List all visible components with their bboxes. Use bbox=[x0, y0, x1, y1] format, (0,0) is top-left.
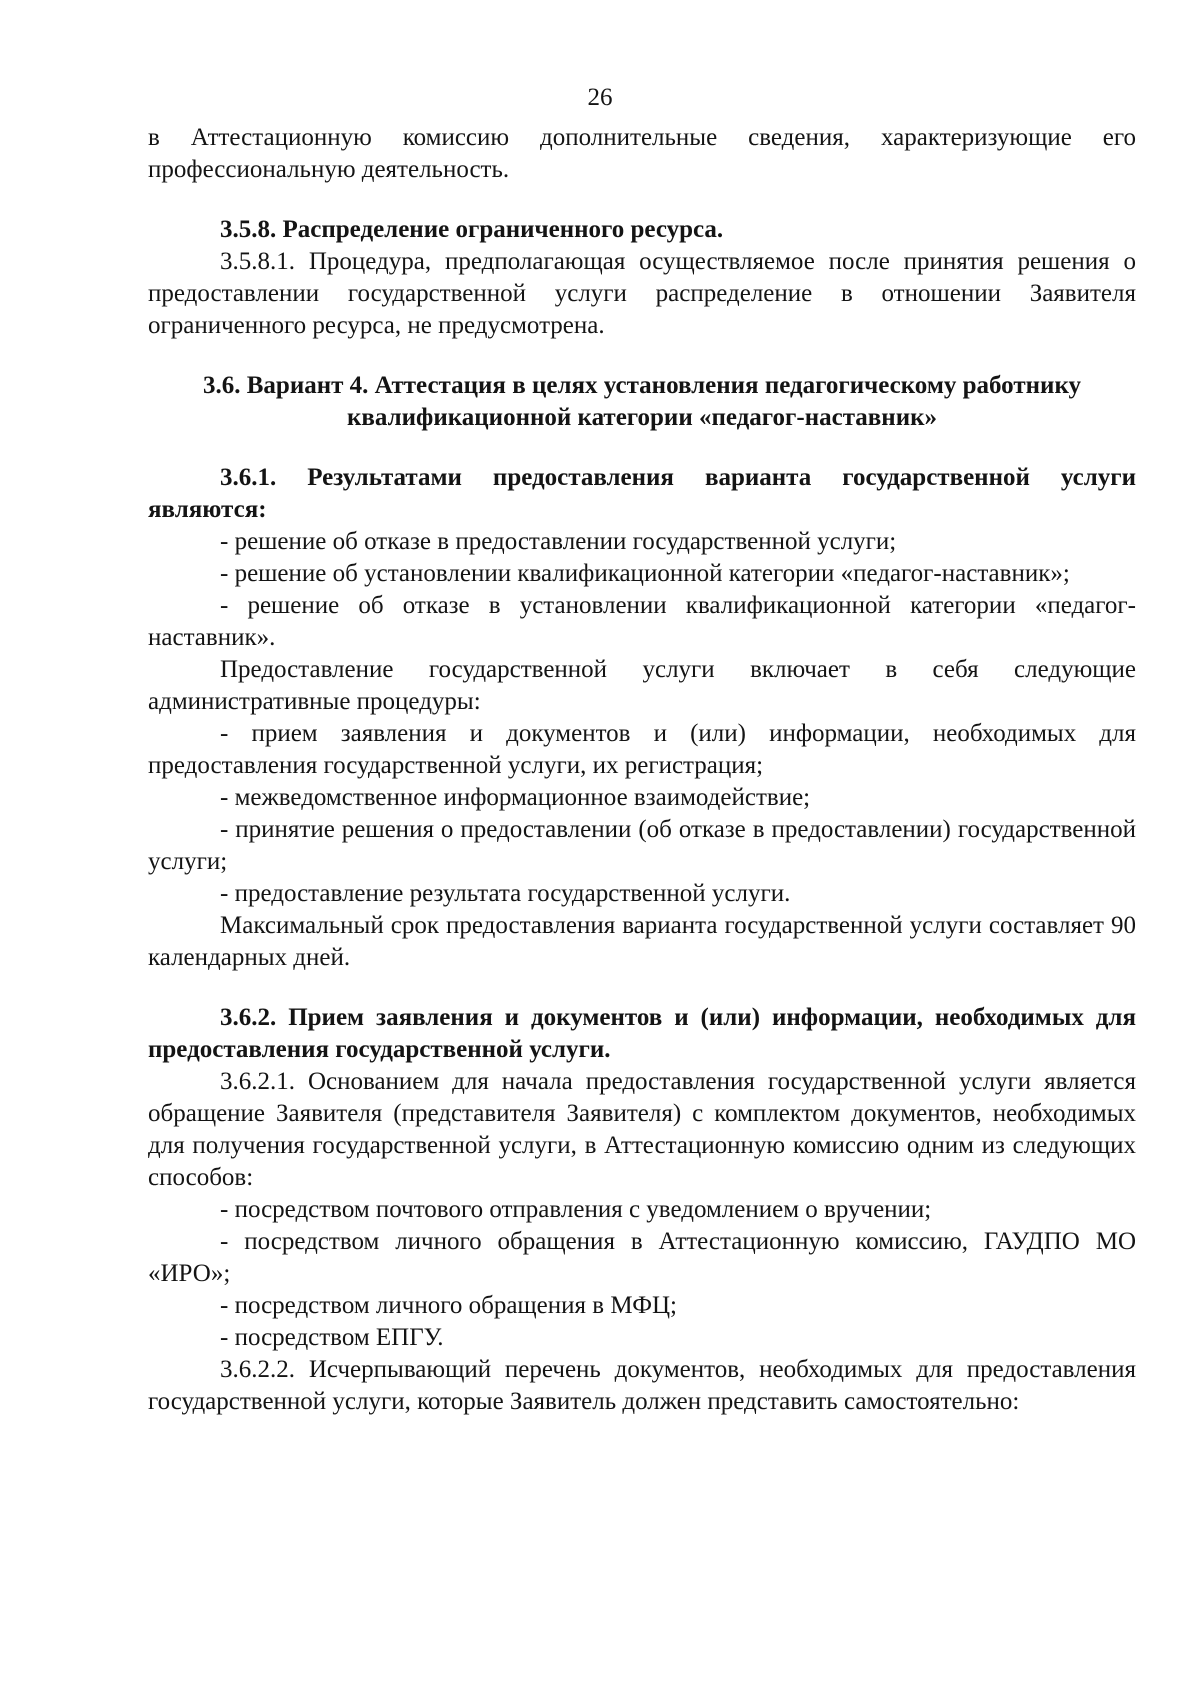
section-heading-3-6-1: 3.6.1. Результатами предоставления варианта государственной услуги являются: bbox=[148, 464, 1136, 523]
section-heading-3-6: 3.6. Вариант 4. Аттестация в целях установления педагогическому работнику квалификационной категории «педагог-наставник» bbox=[203, 372, 1081, 431]
admin-procedures-intro: Предоставление государственной услуги включает в себя следующие административные процедуры: bbox=[148, 656, 1136, 715]
max-term-paragraph: Максимальный срок предоставления варианта государственной услуги составляет 90 календарных дней. bbox=[148, 912, 1136, 971]
list-item: - межведомственное информационное взаимодействие; bbox=[220, 784, 811, 811]
list-item: - решение об отказе в установлении квалификационной категории «педагог-наставник». bbox=[148, 592, 1136, 651]
list-item: - посредством почтового отправления с уведомлением о вручении; bbox=[220, 1196, 932, 1223]
page-body bbox=[148, 122, 1136, 1418]
section-heading-3-5-8: 3.5.8. Распределение ограниченного ресурса. bbox=[220, 216, 724, 243]
page-number: 26 bbox=[587, 84, 613, 111]
list-item: - посредством ЕПГУ. bbox=[220, 1324, 444, 1351]
continued-paragraph: в Аттестационную комиссию дополнительные сведения, характеризующие его профессиональную деятельность. bbox=[148, 124, 1136, 183]
paragraph-3-5-8-1: 3.5.8.1. Процедура, предполагающая осуществляемое после принятия решения о предоставлении государственной услуги распределение в отношении Заявителя ограниченного ресурса, не предусмотрена. bbox=[148, 248, 1136, 339]
list-item: - посредством личного обращения в Аттестационную комиссию, ГАУДПО МО «ИРО»; bbox=[148, 1228, 1136, 1287]
list-item: - прием заявления и документов и (или) информации, необходимых для предоставления государственной услуги, их регистрация; bbox=[148, 720, 1136, 779]
paragraph-3-6-2-1: 3.6.2.1. Основанием для начала предоставления государственной услуги является обращение Заявителя (представителя Заявителя) с комплектом документов, необходимых для получения государственной услуги, в Аттестационную комиссию одним из следующих способов: bbox=[148, 1068, 1136, 1191]
paragraph-3-6-2-2: 3.6.2.2. Исчерпывающий перечень документов, необходимых для предоставления государственной услуги, которые Заявитель должен представить самостоятельно: bbox=[148, 1356, 1136, 1415]
list-item: - решение об отказе в предоставлении государственной услуги; bbox=[220, 528, 897, 555]
list-item: - решение об установлении квалификационной категории «педагог-наставник»; bbox=[220, 560, 1070, 587]
list-item: - предоставление результата государственной услуги. bbox=[220, 880, 791, 907]
section-heading-3-6-2: 3.6.2. Прием заявления и документов и (или) информации, необходимых для предоставления государственной услуги. bbox=[148, 1004, 1136, 1063]
list-item: - посредством личного обращения в МФЦ; bbox=[220, 1292, 677, 1319]
list-item: - принятие решения о предоставлении (об отказе в предоставлении) государственной услуги; bbox=[148, 816, 1136, 875]
